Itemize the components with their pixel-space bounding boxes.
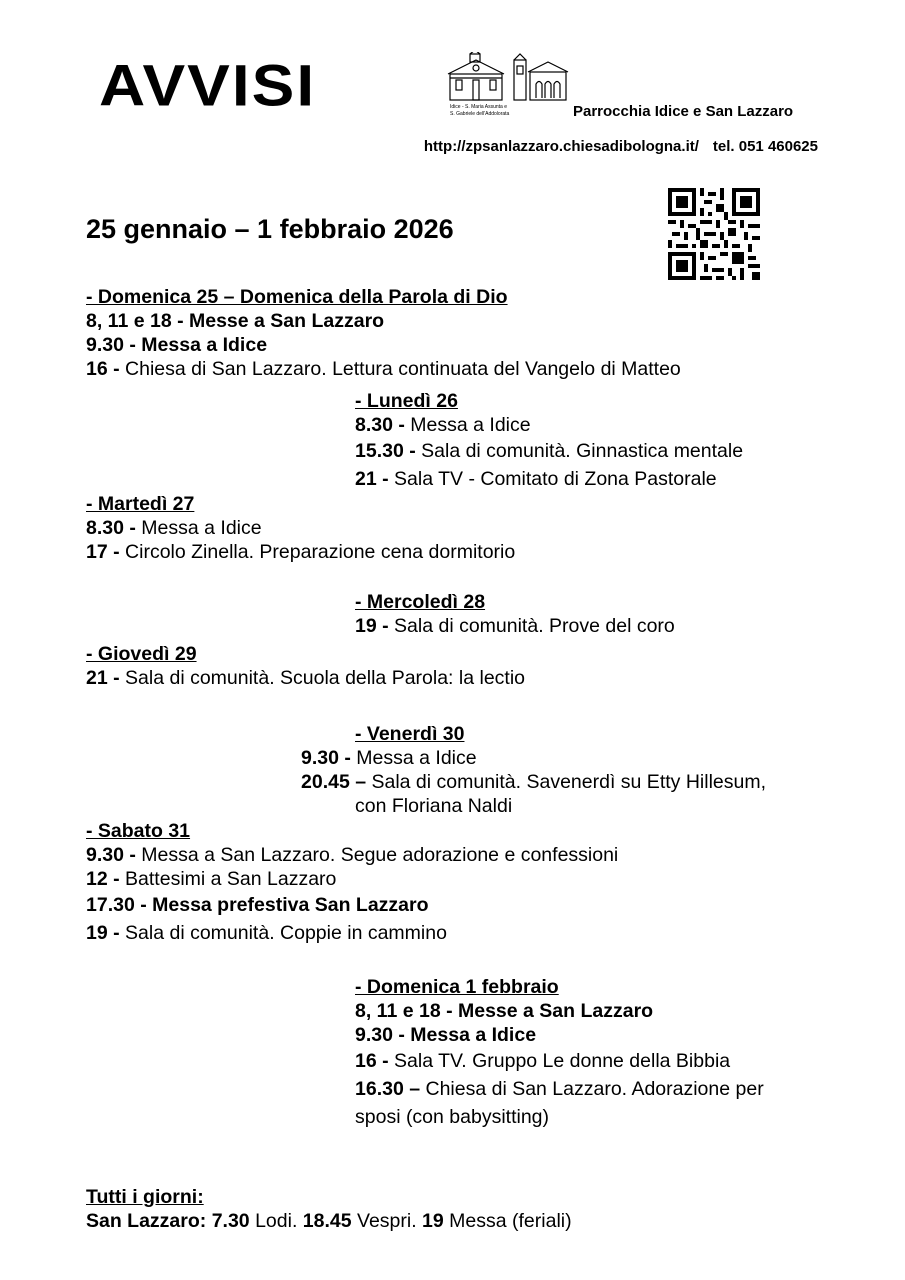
day-heading: - Lunedì 26 xyxy=(355,390,458,412)
event-item: 9.30 - Messa a Idice xyxy=(355,1024,537,1046)
event-item: 17.30 - Messa prefestiva San Lazzaro xyxy=(86,894,429,916)
every-day-schedule: San Lazzaro: 7.30 Lodi. 18.45 Vespri. 19 Messa (feriali) xyxy=(86,1210,572,1232)
parish-name: Parrocchia Idice e San Lazzaro xyxy=(573,103,794,120)
day-heading: - Mercoledì 28 xyxy=(355,591,486,613)
event-item: 16 - Chiesa di San Lazzaro. Lettura continuata del Vangelo di Matteo xyxy=(86,358,681,380)
day-tuesday-27 xyxy=(86,492,515,564)
event-item: 9.30 - Messa a Idice xyxy=(301,747,477,769)
event-item: 8.30 - Messa a Idice xyxy=(86,517,262,539)
svg-text:Idice - S. Maria Assunta e: Idice - S. Maria Assunta e xyxy=(450,104,507,110)
day-heading: - Sabato 31 xyxy=(86,820,191,842)
day-wednesday-28 xyxy=(355,590,675,638)
day-sunday-25 xyxy=(86,285,681,381)
event-item: 12 - Battesimi a San Lazzaro xyxy=(86,868,337,890)
event-item: 9.30 - Messa a Idice xyxy=(86,334,268,356)
day-heading: - Domenica 1 febbraio xyxy=(355,976,559,998)
event-item: 21 - Sala di comunità. Scuola della Parola: la lectio xyxy=(86,667,526,689)
event-item: 17 - Circolo Zinella. Preparazione cena dormitorio xyxy=(86,541,516,563)
event-item: 8, 11 e 18 - Messe a San Lazzaro xyxy=(86,310,385,332)
event-item: 8.30 - Messa a Idice xyxy=(355,414,531,436)
event-continuation: con Floriana Naldi xyxy=(355,795,513,817)
day-heading: - Venerdì 30 xyxy=(355,723,465,745)
day-sunday-1-february xyxy=(355,975,764,1131)
every-day-heading: Tutti i giorni: xyxy=(86,1186,204,1208)
day-saturday-31 xyxy=(86,819,618,947)
website-link[interactable]: http://zpsanlazzaro.chiesadibologna.it/ xyxy=(423,138,699,155)
event-item: 16.30 – Chiesa di San Lazzaro. Adorazione per xyxy=(355,1078,764,1100)
day-heading: - Martedì 27 xyxy=(86,493,195,515)
day-heading: - Domenica 25 – Domenica della Parola di Dio xyxy=(86,286,508,308)
day-monday-26 xyxy=(355,389,743,493)
event-item: 9.30 - Messa a San Lazzaro. Segue adorazione e confessioni xyxy=(86,844,619,866)
event-item: 20.45 – Sala di comunità. Savenerdì su Etty Hillesum, xyxy=(301,771,766,793)
day-friday-30 xyxy=(301,722,820,818)
qr-code[interactable] xyxy=(668,188,760,280)
date-range: 25 gennaio – 1 febbraio 2026 xyxy=(86,214,454,244)
day-thursday-29 xyxy=(86,642,525,690)
phone-number: tel. 051 460625 xyxy=(712,138,818,155)
contact-line xyxy=(424,138,818,155)
svg-text:S. Gabriele dell'Addolorata: S. Gabriele dell'Addolorata xyxy=(450,111,510,117)
event-continuation: sposi (con babysitting) xyxy=(355,1106,550,1128)
event-item: 21 - Sala TV - Comitato di Zona Pastorale xyxy=(355,468,717,490)
event-item: 8, 11 e 18 - Messe a San Lazzaro xyxy=(355,1000,654,1022)
event-item: 19 - Sala di comunità. Prove del coro xyxy=(355,615,675,637)
every-day-section xyxy=(86,1185,572,1233)
event-item: 19 - Sala di comunità. Coppie in cammino xyxy=(86,922,447,944)
page-title: AVVISI xyxy=(99,52,317,119)
day-heading: - Giovedì 29 xyxy=(86,643,197,665)
event-item: 16 - Sala TV. Gruppo Le donne della Bibbia xyxy=(355,1050,731,1072)
church-logo xyxy=(444,52,572,118)
event-item: 15.30 - Sala di comunità. Ginnastica mentale xyxy=(355,440,744,462)
